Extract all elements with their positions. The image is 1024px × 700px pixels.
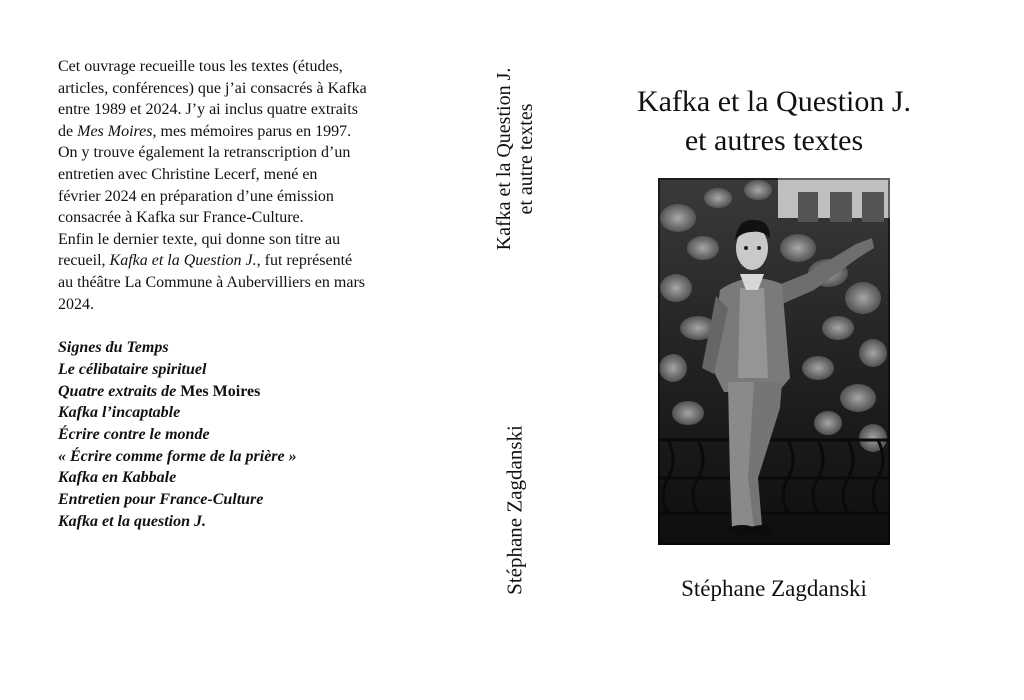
- contents-item: [58, 381, 458, 403]
- blurb-line: consacrée à Kafka sur France-Culture.: [58, 209, 304, 227]
- blurb-line: On y trouve également la retranscription d’un: [58, 144, 351, 162]
- blurb-italic-title: Mes Moires: [77, 122, 153, 140]
- blurb-text: , fut représenté: [256, 252, 353, 270]
- spine-title-line: et autre textes: [515, 103, 537, 215]
- cover-photograph: [658, 178, 890, 545]
- front-cover-author: Stéphane Zagdanski: [681, 576, 867, 601]
- contents-item: Kafka et la question J.: [58, 512, 207, 530]
- blurb-text: de: [58, 122, 78, 140]
- blurb-line: entre 1989 et 2024. J’y ai inclus quatre extraits: [58, 101, 358, 119]
- blurb-line: [58, 250, 458, 272]
- spine-title-line: Kafka et la Question J.: [493, 67, 515, 251]
- spine-author: [498, 400, 532, 620]
- contents-item: Écrire contre le monde: [58, 425, 210, 443]
- contents-item: Le célibataire spirituel: [58, 360, 207, 378]
- contents-item: Kafka l’incaptable: [58, 404, 181, 422]
- blurb-text: , mes mémoires parus en 1997.: [152, 122, 352, 140]
- blurb-text: recueil,: [58, 252, 110, 270]
- contents-item: Kafka en Kabbale: [58, 469, 177, 487]
- contents-item: Signes du Temps: [58, 339, 169, 357]
- contents-item-upright-text: Mes Moires: [180, 382, 261, 400]
- table-of-contents: [58, 337, 458, 532]
- blurb-line: 2024.: [58, 295, 94, 313]
- front-title-line: Kafka et la Question J.: [636, 85, 912, 118]
- front-cover-title: [574, 82, 974, 160]
- back-cover: [58, 56, 458, 532]
- cover-photograph-image: [658, 178, 890, 545]
- spine-author-text: Stéphane Zagdanski: [502, 425, 527, 595]
- blurb-line: Enfin le dernier texte, qui donne son titre au: [58, 230, 341, 248]
- blurb-line: [58, 121, 458, 143]
- blurb-line: Cet ouvrage recueille tous les textes (études,: [58, 58, 343, 75]
- blurb-italic-title: Kafka et la Question J.: [109, 252, 257, 270]
- blurb-line: au théâtre La Commune à Aubervilliers en mars: [58, 273, 366, 291]
- blurb-line: février 2024 en préparation d’une émission: [58, 187, 334, 205]
- spine-title: [490, 44, 540, 274]
- back-cover-blurb: [58, 56, 458, 315]
- blurb-line: articles, conférences) que j’ai consacrés à Kafka: [58, 79, 367, 97]
- contents-item: Entretien pour France-Culture: [58, 491, 264, 509]
- blurb-line: entretien avec Christine Lecerf, mené en: [58, 165, 318, 183]
- contents-item-text: Quatre extraits de: [58, 382, 181, 400]
- front-title-line: et autres textes: [684, 124, 864, 157]
- contents-item: « Écrire comme forme de la prière »: [58, 447, 297, 465]
